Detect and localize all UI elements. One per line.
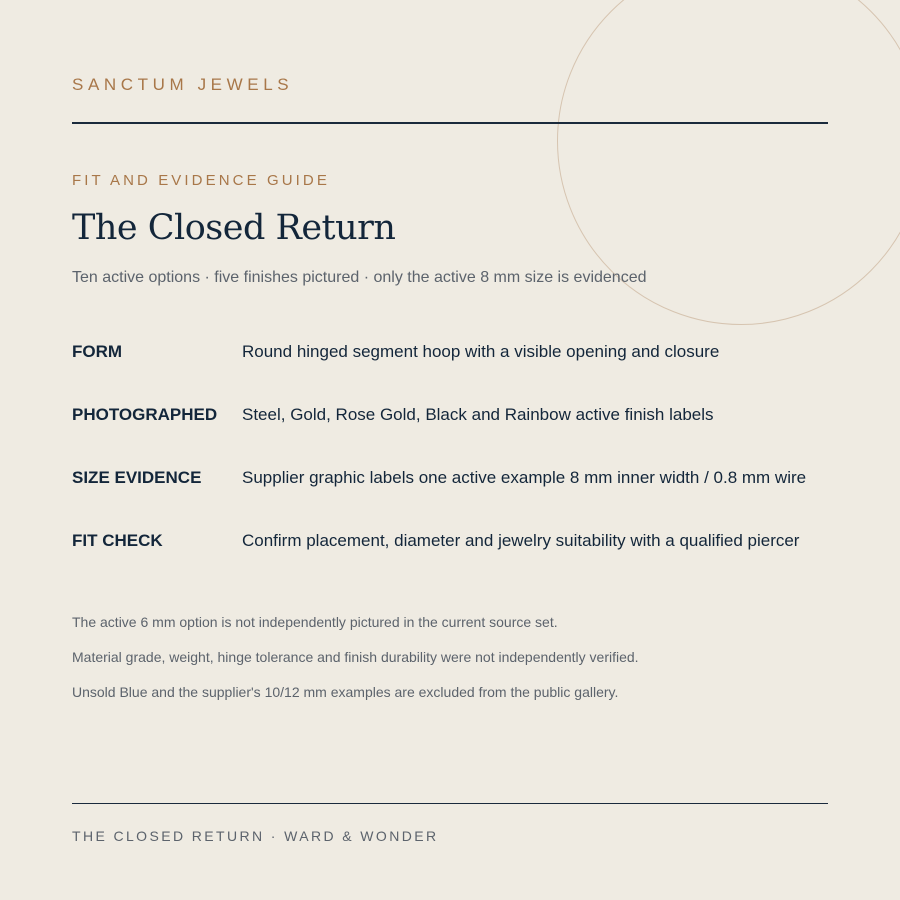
spec-label: SIZE EVIDENCE <box>72 468 202 487</box>
spec-label: FIT CHECK <box>72 531 163 550</box>
section-eyebrow: FIT AND EVIDENCE GUIDE <box>72 172 330 189</box>
spec-row-fit-check <box>72 531 828 555</box>
spec-label: PHOTOGRAPHED <box>72 405 218 424</box>
spec-label: FORM <box>72 342 123 361</box>
header-divider <box>72 122 828 124</box>
brand-name: SANCTUM JEWELS <box>72 75 294 94</box>
spec-value: Confirm placement, diameter and jewelry suitability with a qualified piercer <box>242 531 800 550</box>
spec-value: Steel, Gold, Rose Gold, Black and Rainbow active finish labels <box>242 405 714 424</box>
spec-row-photographed <box>72 405 828 429</box>
page-subtitle: Ten active options · five finishes pictured · only the active 8 mm size is evidenced <box>72 269 647 286</box>
spec-row-size-evidence <box>72 468 828 492</box>
note-item: Unsold Blue and the supplier's 10/12 mm examples are excluded from the public gallery. <box>72 684 619 700</box>
spec-row-form <box>72 342 828 366</box>
note-item: The active 6 mm option is not independently pictured in the current source set. <box>72 614 558 630</box>
footer-text: THE CLOSED RETURN · WARD & WONDER <box>72 828 439 844</box>
footer-divider <box>72 803 828 804</box>
spec-value: Round hinged segment hoop with a visible opening and closure <box>242 342 720 361</box>
spec-value: Supplier graphic labels one active example 8 mm inner width / 0.8 mm wire <box>242 468 807 487</box>
note-item: Material grade, weight, hinge tolerance and finish durability were not independently verified. <box>72 649 639 665</box>
page-title: The Closed Return <box>72 208 396 248</box>
